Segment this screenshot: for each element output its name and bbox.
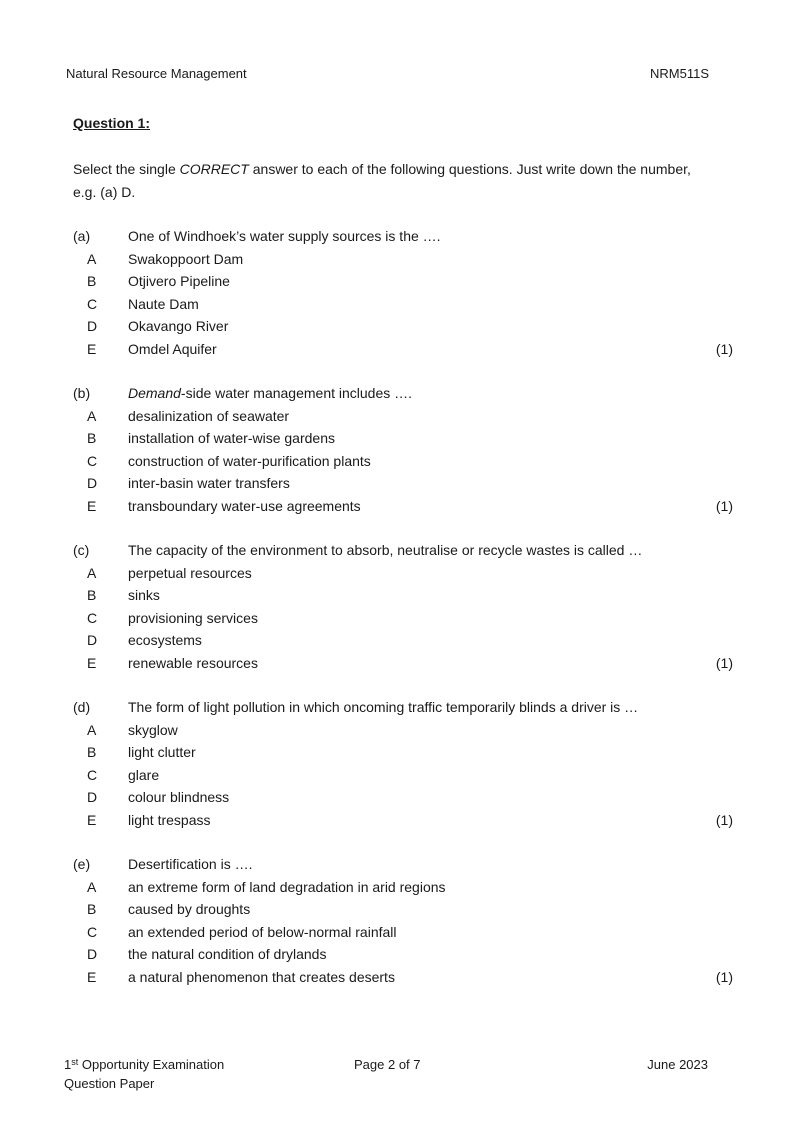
option-row bbox=[73, 943, 733, 966]
option-row bbox=[73, 427, 733, 450]
option-text: an extended period of below-normal rainfall bbox=[128, 923, 397, 940]
option-text: the natural condition of drylands bbox=[128, 946, 327, 962]
option-row bbox=[73, 248, 733, 271]
question-number: (a) bbox=[73, 228, 91, 244]
option-letter: A bbox=[87, 878, 97, 895]
option-letter: C bbox=[87, 609, 98, 626]
question-stem-row bbox=[73, 225, 733, 248]
option-text: renewable resources bbox=[128, 654, 258, 671]
question-e bbox=[73, 853, 733, 988]
question-title: Question 1: bbox=[73, 115, 151, 131]
question-b bbox=[73, 382, 733, 517]
option-row bbox=[73, 719, 733, 742]
question-marks: (1) bbox=[715, 654, 733, 671]
option-letter: D bbox=[87, 475, 98, 491]
question-stem-row bbox=[73, 696, 733, 719]
option-row bbox=[73, 293, 733, 316]
option-letter: E bbox=[87, 811, 97, 828]
option-text: caused by droughts bbox=[128, 901, 251, 917]
option-text: colour blindness bbox=[128, 789, 230, 805]
footer-exam-sup: st bbox=[71, 1057, 79, 1067]
option-row bbox=[73, 786, 733, 809]
option-letter: E bbox=[87, 654, 97, 671]
option-letter: C bbox=[87, 295, 98, 312]
option-row bbox=[73, 315, 733, 338]
option-letter: B bbox=[87, 901, 97, 917]
footer-exam-info bbox=[64, 1055, 224, 1093]
option-letter: D bbox=[87, 946, 98, 962]
option-text: perpetual resources bbox=[128, 564, 252, 581]
question-stem: One of Windhoek’s water supply sources is the …. bbox=[128, 228, 441, 244]
option-text: skyglow bbox=[128, 721, 178, 738]
option-row bbox=[73, 966, 733, 989]
footer-exam-suffix: Opportunity Examination bbox=[78, 1057, 225, 1072]
option-text: construction of water-purification plants bbox=[128, 452, 371, 469]
option-row bbox=[73, 876, 733, 899]
option-text: light trespass bbox=[128, 811, 211, 828]
option-letter: B bbox=[87, 587, 97, 603]
question-number: (c) bbox=[73, 542, 90, 558]
option-row bbox=[73, 652, 733, 675]
option-text: Naute Dam bbox=[128, 295, 199, 312]
question-marks: (1) bbox=[715, 497, 733, 514]
option-text: Swakoppoort Dam bbox=[128, 250, 244, 267]
question-stem-row bbox=[73, 382, 733, 405]
instructions bbox=[73, 158, 693, 204]
option-row bbox=[73, 405, 733, 428]
instructions-after: answer to each of the following questions. Just write down the number, e.g. (a) D. bbox=[73, 161, 691, 200]
header-course: Natural Resource Management bbox=[66, 66, 247, 81]
option-text: Omdel Aquifer bbox=[128, 340, 217, 357]
option-letter: E bbox=[87, 497, 97, 514]
option-row bbox=[73, 584, 733, 607]
footer-paper: Question Paper bbox=[64, 1076, 155, 1091]
footer-exam-prefix: 1 bbox=[64, 1057, 72, 1072]
question-d bbox=[73, 696, 733, 831]
option-text: a natural phenomenon that creates deserts bbox=[128, 968, 395, 985]
instructions-emphasis: CORRECT bbox=[179, 161, 249, 177]
question-stem-text: -side water management includes …. bbox=[180, 385, 413, 401]
option-row bbox=[73, 338, 733, 361]
option-letter: D bbox=[87, 789, 98, 805]
question-number: (e) bbox=[73, 856, 91, 872]
header-code: NRM511S bbox=[649, 66, 709, 81]
option-letter: B bbox=[87, 273, 97, 289]
option-letter: C bbox=[87, 452, 98, 469]
question-stem-row bbox=[73, 539, 733, 562]
option-text: glare bbox=[128, 766, 160, 783]
question-number: (b) bbox=[73, 385, 91, 401]
question-a bbox=[73, 225, 733, 360]
option-text: Otjivero Pipeline bbox=[128, 273, 230, 289]
option-letter: B bbox=[87, 744, 97, 760]
question-number: (d) bbox=[73, 699, 91, 715]
question-c bbox=[73, 539, 733, 674]
option-letter: D bbox=[87, 318, 98, 334]
option-row bbox=[73, 921, 733, 944]
footer-date: June 2023 bbox=[647, 1057, 708, 1072]
option-text: light clutter bbox=[128, 744, 196, 760]
option-text: an extreme form of land degradation in arid regions bbox=[128, 878, 446, 895]
instructions-before: Select the single bbox=[73, 161, 180, 177]
question-stem-emphasis: Demand bbox=[128, 385, 181, 401]
option-row bbox=[73, 764, 733, 787]
question-marks: (1) bbox=[715, 340, 733, 357]
option-text: Okavango River bbox=[128, 318, 229, 334]
question-stem-row bbox=[73, 853, 733, 876]
option-row bbox=[73, 270, 733, 293]
option-row bbox=[73, 562, 733, 585]
option-letter: E bbox=[87, 968, 97, 985]
question-stem: The capacity of the environment to absorb, neutralise or recycle wastes is called … bbox=[128, 542, 643, 558]
footer-exam-line bbox=[64, 1055, 224, 1074]
question-marks: (1) bbox=[715, 968, 733, 985]
option-row bbox=[73, 809, 733, 832]
question-stem: The form of light pollution in which oncoming traffic temporarily blinds a driver is … bbox=[128, 699, 639, 715]
question-marks: (1) bbox=[715, 811, 733, 828]
option-letter: A bbox=[87, 721, 97, 738]
option-row bbox=[73, 629, 733, 652]
option-letter: B bbox=[87, 430, 97, 446]
option-letter: C bbox=[87, 766, 98, 783]
option-text: sinks bbox=[128, 587, 160, 603]
option-letter: A bbox=[87, 407, 97, 424]
option-letter: E bbox=[87, 340, 97, 357]
option-letter: A bbox=[87, 250, 97, 267]
option-row bbox=[73, 898, 733, 921]
option-row bbox=[73, 472, 733, 495]
option-text: transboundary water-use agreements bbox=[128, 497, 361, 514]
option-text: inter-basin water transfers bbox=[128, 475, 290, 491]
option-text: installation of water-wise gardens bbox=[128, 430, 335, 446]
option-text: ecosystems bbox=[128, 632, 202, 648]
option-row bbox=[73, 495, 733, 518]
option-letter: C bbox=[87, 923, 98, 940]
option-row bbox=[73, 450, 733, 473]
option-row bbox=[73, 607, 733, 630]
question-stem bbox=[128, 382, 733, 405]
option-text: desalinization of seawater bbox=[128, 407, 290, 424]
option-row bbox=[73, 741, 733, 764]
option-letter: A bbox=[87, 564, 97, 581]
option-text: provisioning services bbox=[128, 609, 258, 626]
option-letter: D bbox=[87, 632, 98, 648]
question-stem: Desertification is …. bbox=[128, 856, 253, 872]
footer-page-number: Page 2 of 7 bbox=[354, 1057, 421, 1072]
